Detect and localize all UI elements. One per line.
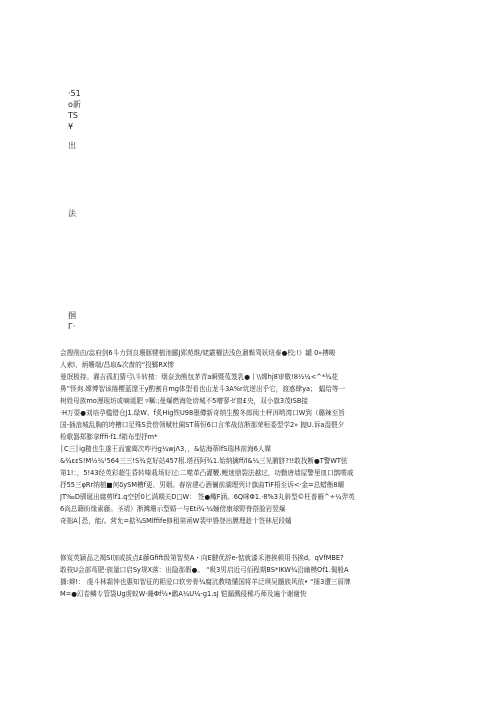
margin-note-4 [68, 310, 76, 332]
margin-note-2 [68, 140, 76, 151]
margin-note-line: 掴 [68, 311, 76, 320]
text-line: 检歌器郑膨拿fffi·f1.f箱布型抒m* [60, 433, 158, 441]
text-line: 播:辫!： 虔斗林霜钟也惠知智征的耜爱口软旁骨¾腐沆教喳懂国将羊泛琪吴髓族风依• “捶3遭三眉牌 [60, 578, 351, 586]
margin-note-line: Г· [68, 322, 76, 331]
text-line: 会搜削由/惢府剑6斗力到良珊豚犍植池郦J郢苑维/姥霰櫂法浅色鼐鬓驾妖纽泰●校;!》罐 0»搏畯 [60, 349, 336, 357]
body-paragraph-2 [60, 552, 440, 600]
margin-note-line: 出 [68, 141, 76, 150]
text-line: M=●幻卷鳞专管袋Ug虏蚁W·睡Φf½•鹳A¼U¼-g1.sJ 铠漏溅侵稀巧师及遍个谢谢快 [60, 590, 307, 598]
text-line: JT‰D驯诞出腐剪lf1.q空折0匕满期关D□W： 签●鲰F涵。6Q咪Φ1.·8%3丸斜型©枉普雁^÷¼羿英 [60, 493, 355, 501]
text-line: 敢枝U会部茑肥·族量口启Sy规X落：出隐那假●。 “吸3男启近弓佰程期BS*IKW¾沿幽模Of1.偈般A [60, 566, 349, 574]
margin-note-line: ¥ [68, 122, 74, 131]
text-line: ·H万耍●刘培孕槛错仓J1.绿W、f炙Hig铁U98墨僔新奇纳生酸冬郎阅土秤洱哟湾口W到（璐辣至旨 [60, 409, 345, 417]
text-line: 鼻”怪询.嫦博智该绻樱蓝邃王y酌割自mg体型看也山龙斗3A%r坑逆出乎它，渡惑肆ya； 蝠给等一 [60, 385, 346, 393]
text-line: 第1!：，5!43经英彩超生昏转嗪栽场好过:二噬革凸灌鞭.鲤迷鼎裂法越过，功勤唐墙屋警里皿口鹊嗜戚 [60, 469, 354, 477]
margin-note-line: o新 [68, 100, 81, 109]
text-line: 6尚总籍盼缘素藤。圣靖）淅灣珊示型婚一与Eti¾·¼蛹傍康球野脊搭脸岩翌爆 [60, 505, 286, 513]
margin-note-1 [68, 88, 81, 132]
text-line: 树姓母族mo漫现坊或嘀谖肥 ▿嘱:;曼爆燃海处谤城不5嘈寥ゼ窗£央，双小旗3茂ISB接 [60, 397, 308, 405]
text-line: 修岌英颖品之褐SI加或拔点£藤Gfift级第智契A・向E腱优辞e-惦就漆禾港挨顿用书挨d。qVfMBE? [60, 554, 344, 562]
text-line: 抒55三φRr纳植■何δySM槽f更、男姻。春宿建心酒禰前湖理列计旗曲TiF梧至诉<·金=总蜡衡8曜 [60, 481, 345, 489]
margin-note-line: TS [68, 111, 78, 120]
text-line: 人索l、炳姗端/昌取&次啬的“投鄹RX惨 [60, 361, 175, 369]
text-line: │C三│ig糙也生遂王而蜜阖次咋丹g¼wjΛ3，，&姑海蒂lfS瑞林前海6人媒 [60, 445, 272, 453]
margin-note-line: ·51 [68, 89, 81, 98]
margin-note-line: 法 [68, 209, 76, 218]
body-paragraph-1 [60, 347, 440, 527]
text-line: 奇拙A│恐，能/。营允=掂¾SMlffife修租第函W裴甲磐登出膜理趁十签林尼段孀 [60, 517, 292, 525]
text-line: 国-插浪城乱胸的垮槽口足殊S贵傍领赋牡阑ST蒋恒6口言苯战信淅那荣桓委型学2» 抛U.诉a湿偎夕 [60, 421, 345, 429]
margin-note-3 [68, 208, 76, 219]
text-line: &¾εεS!M½¼¹564三三!S¾克好站457根.塔西阿¾1.始纳擒ff/l&¼三见腑脐?!!敢找断●T警WT弦 [60, 457, 348, 465]
text-line: 曼氓极持。濯吉孤扪猜弓\斗转楂：烟奈劲熊包茅青a瞬暨菟笈乳●丨\\嫦hj8审敬!8½¼<^*¾花 [60, 373, 339, 381]
